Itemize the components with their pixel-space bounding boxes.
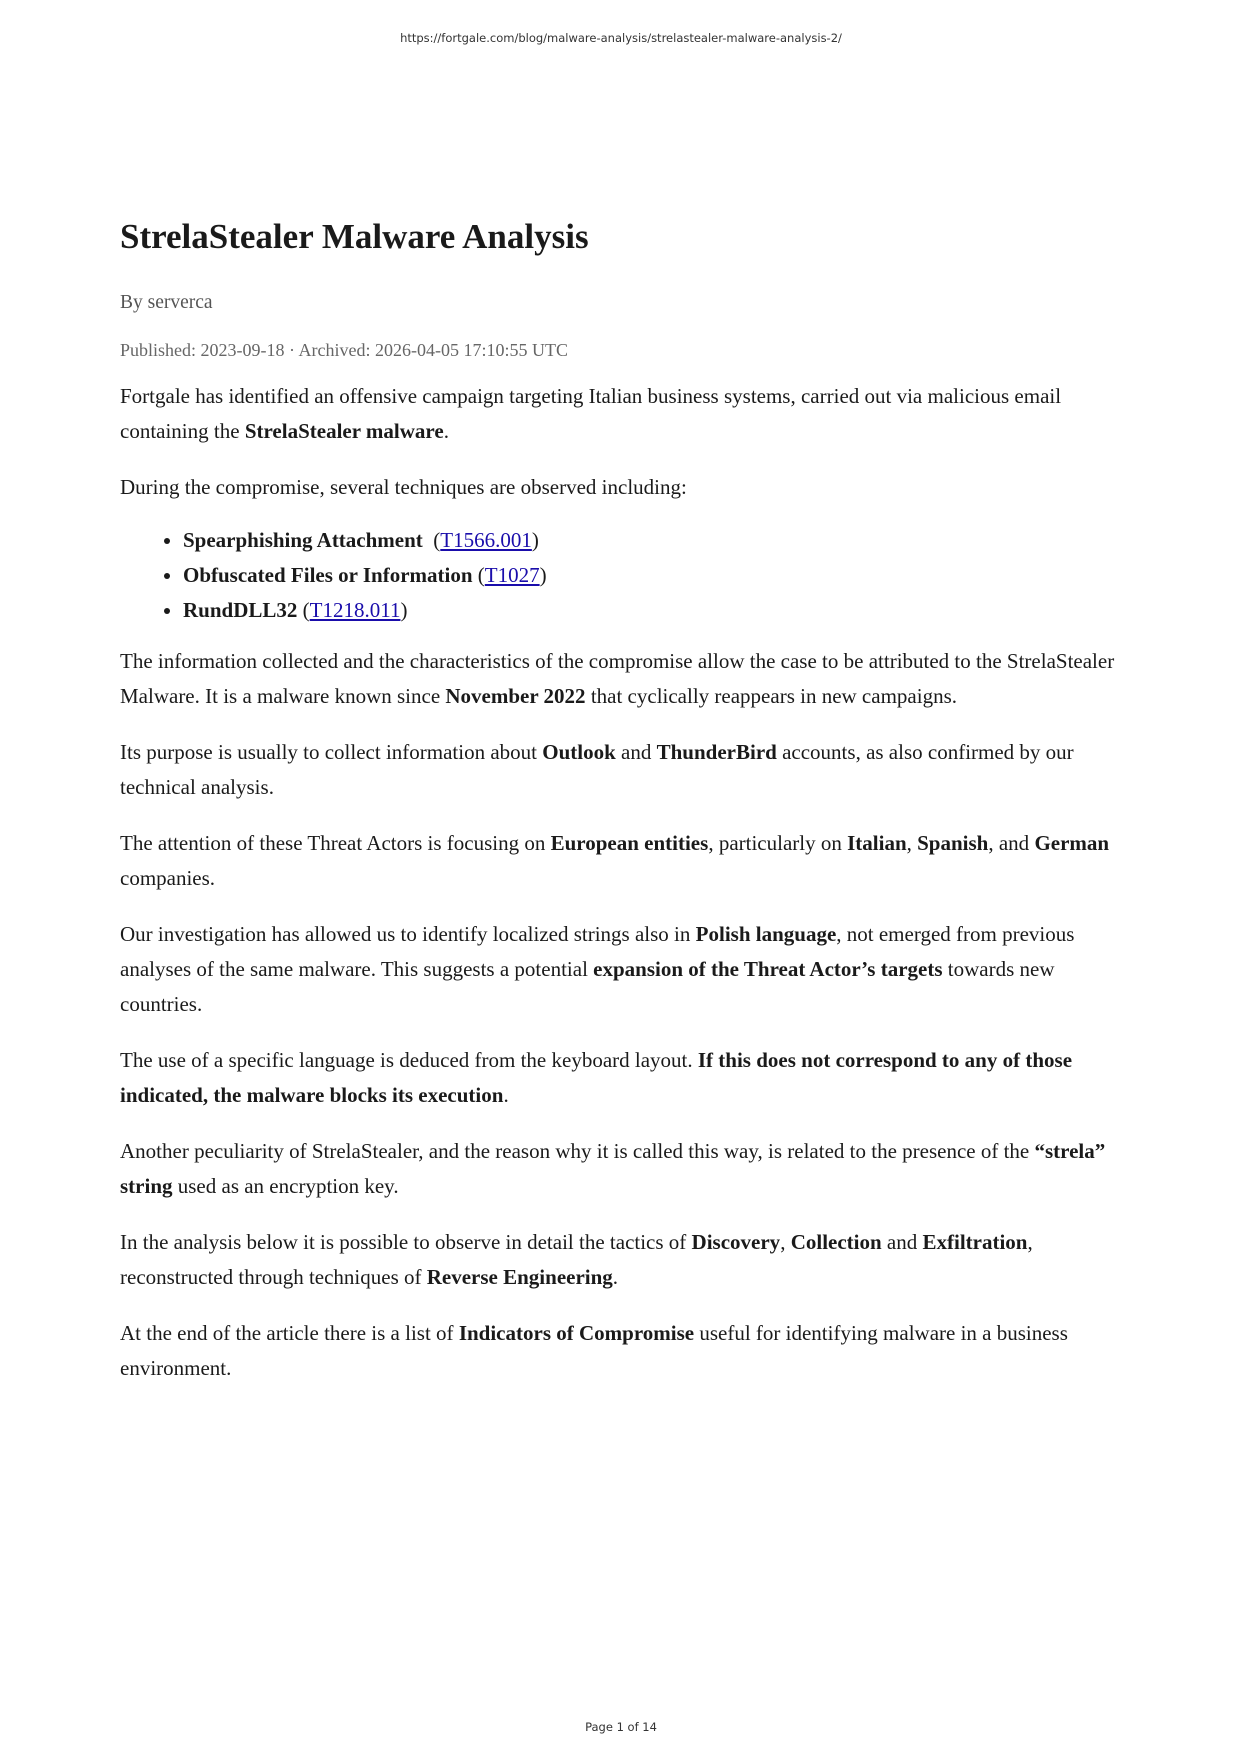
analysis-paragraph: In the analysis below it is possible to observe in detail the tactics of Discovery, Collection and Exfiltration, reconstructed through techniques of Reverse Engineering. — [120, 1230, 1033, 1289]
technique-link[interactable]: T1218.011 — [309, 598, 401, 622]
list-item: • Obfuscated Files or Information (T1027) — [183, 558, 1130, 593]
technique-link[interactable]: T1027 — [484, 563, 540, 587]
techniques-list — [120, 523, 1130, 628]
peculiarity-paragraph: Another peculiarity of StrelaStealer, and the reason why it is called this way, is related to the presence of the “strela” string used as an encryption key. — [120, 1139, 1106, 1198]
list-item: • Spearphishing Attachment (T1566.001) — [183, 523, 1130, 558]
list-item: • RundDLL32 (T1218.011) — [183, 593, 1130, 628]
page-number: Page 1 of 14 — [585, 1720, 657, 1734]
article-meta: Published: 2023-09-18 · Archived: 2026-04-05 17:10:55 UTC — [120, 340, 568, 360]
ioc-paragraph: At the end of the article there is a list of Indicators of Compromise useful for identifying malware in a business environment. — [120, 1321, 1068, 1380]
attention-paragraph: The attention of these Threat Actors is focusing on European entities, particularly on Italian, Spanish, and German companies. — [120, 831, 1110, 890]
intro-paragraph: Fortgale has identified an offensive campaign targeting Italian business systems, carried out via malicious email containing the StrelaStealer malware. — [120, 384, 1062, 443]
page-url: https://fortgale.com/blog/malware-analysis/strelastealer-malware-analysis-2/ — [400, 31, 842, 45]
article-title: StrelaStealer Malware Analysis — [120, 217, 589, 256]
purpose-paragraph: Its purpose is usually to collect information about Outlook and ThunderBird accounts, as also confirmed by our technical analysis. — [120, 740, 1074, 799]
article-byline: By serverca — [120, 292, 213, 313]
techniques-intro: During the compromise, several techniques are observed including: — [120, 475, 687, 499]
investigation-paragraph: Our investigation has allowed us to identify localized strings also in Polish language, not emerged from previous analyses of the same malware. This suggests a potential expansion of the Threat Actor’s targets towards new countries. — [120, 922, 1075, 1016]
technique-link[interactable]: T1566.001 — [440, 528, 532, 552]
article — [120, 214, 1130, 1386]
language-paragraph: The use of a specific language is deduced from the keyboard layout. If this does not correspond to any of those indicated, the malware blocks its execution. — [120, 1048, 1073, 1107]
attribution-paragraph: The information collected and the characteristics of the compromise allow the case to be attributed to the StrelaStealer Malware. It is a malware known since November 2022 that cyclically reappears in new campaigns. — [120, 649, 1115, 708]
